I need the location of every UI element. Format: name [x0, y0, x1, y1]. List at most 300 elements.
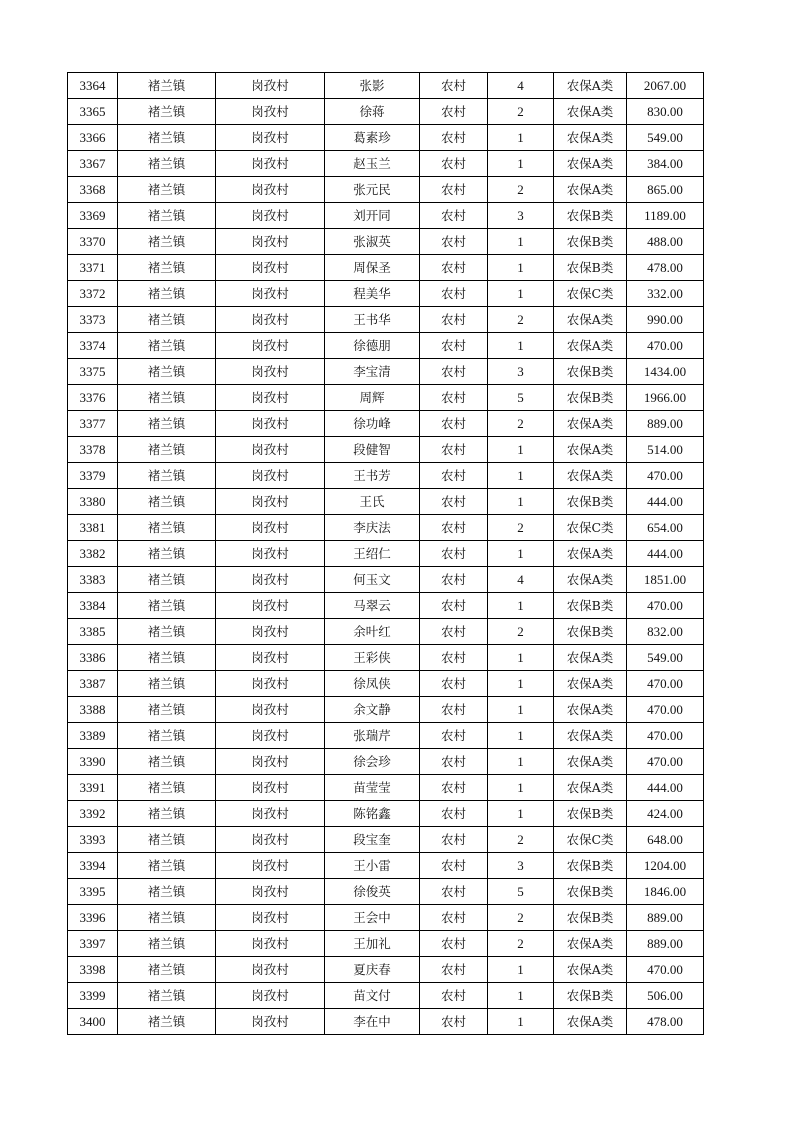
- town-cell: 褚兰镇: [118, 801, 216, 827]
- name-cell: 王小雷: [325, 853, 420, 879]
- amount-cell: 1204.00: [627, 853, 704, 879]
- insurance-category-cell: 农保A类: [554, 931, 627, 957]
- name-cell: 王会中: [325, 905, 420, 931]
- town-cell: 褚兰镇: [118, 515, 216, 541]
- amount-cell: 506.00: [627, 983, 704, 1009]
- table-row: [68, 879, 704, 905]
- serial-number-cell: 3368: [68, 177, 118, 203]
- household-type-cell: 农村: [420, 749, 488, 775]
- table-row: [68, 385, 704, 411]
- insurance-category-cell: 农保A类: [554, 1009, 627, 1035]
- amount-cell: 990.00: [627, 307, 704, 333]
- name-cell: 王氏: [325, 489, 420, 515]
- town-cell: 褚兰镇: [118, 73, 216, 99]
- family-size-cell: 1: [488, 723, 554, 749]
- roster-table: [67, 72, 704, 1035]
- village-cell: 岗孜村: [216, 151, 325, 177]
- insurance-category-cell: 农保C类: [554, 281, 627, 307]
- table-row: [68, 411, 704, 437]
- name-cell: 葛素珍: [325, 125, 420, 151]
- name-cell: 苗文付: [325, 983, 420, 1009]
- family-size-cell: 5: [488, 879, 554, 905]
- town-cell: 褚兰镇: [118, 1009, 216, 1035]
- table-row: [68, 541, 704, 567]
- name-cell: 徐俊英: [325, 879, 420, 905]
- insurance-category-cell: 农保A类: [554, 463, 627, 489]
- village-cell: 岗孜村: [216, 671, 325, 697]
- serial-number-cell: 3397: [68, 931, 118, 957]
- name-cell: 李宝清: [325, 359, 420, 385]
- family-size-cell: 1: [488, 463, 554, 489]
- town-cell: 褚兰镇: [118, 411, 216, 437]
- table-row: [68, 801, 704, 827]
- town-cell: 褚兰镇: [118, 489, 216, 515]
- family-size-cell: 2: [488, 931, 554, 957]
- insurance-category-cell: 农保A类: [554, 671, 627, 697]
- family-size-cell: 2: [488, 411, 554, 437]
- insurance-category-cell: 农保C类: [554, 827, 627, 853]
- household-type-cell: 农村: [420, 957, 488, 983]
- serial-number-cell: 3394: [68, 853, 118, 879]
- serial-number-cell: 3388: [68, 697, 118, 723]
- table-row: [68, 619, 704, 645]
- village-cell: 岗孜村: [216, 229, 325, 255]
- family-size-cell: 1: [488, 333, 554, 359]
- insurance-category-cell: 农保A类: [554, 411, 627, 437]
- serial-number-cell: 3377: [68, 411, 118, 437]
- name-cell: 徐蒋: [325, 99, 420, 125]
- amount-cell: 424.00: [627, 801, 704, 827]
- village-cell: 岗孜村: [216, 801, 325, 827]
- household-type-cell: 农村: [420, 645, 488, 671]
- table-row: [68, 1009, 704, 1035]
- table-row: [68, 359, 704, 385]
- name-cell: 王书芳: [325, 463, 420, 489]
- family-size-cell: 1: [488, 801, 554, 827]
- name-cell: 程美华: [325, 281, 420, 307]
- insurance-category-cell: 农保B类: [554, 879, 627, 905]
- amount-cell: 478.00: [627, 1009, 704, 1035]
- name-cell: 张影: [325, 73, 420, 99]
- village-cell: 岗孜村: [216, 203, 325, 229]
- household-type-cell: 农村: [420, 385, 488, 411]
- village-cell: 岗孜村: [216, 879, 325, 905]
- village-cell: 岗孜村: [216, 723, 325, 749]
- village-cell: 岗孜村: [216, 1009, 325, 1035]
- serial-number-cell: 3392: [68, 801, 118, 827]
- town-cell: 褚兰镇: [118, 723, 216, 749]
- amount-cell: 514.00: [627, 437, 704, 463]
- village-cell: 岗孜村: [216, 255, 325, 281]
- table-row: [68, 853, 704, 879]
- village-cell: 岗孜村: [216, 697, 325, 723]
- name-cell: 陈铭鑫: [325, 801, 420, 827]
- serial-number-cell: 3386: [68, 645, 118, 671]
- table-row: [68, 125, 704, 151]
- amount-cell: 648.00: [627, 827, 704, 853]
- town-cell: 褚兰镇: [118, 931, 216, 957]
- amount-cell: 1851.00: [627, 567, 704, 593]
- insurance-category-cell: 农保B类: [554, 203, 627, 229]
- name-cell: 张瑞芹: [325, 723, 420, 749]
- serial-number-cell: 3390: [68, 749, 118, 775]
- table-row: [68, 567, 704, 593]
- serial-number-cell: 3376: [68, 385, 118, 411]
- insurance-category-cell: 农保C类: [554, 515, 627, 541]
- insurance-category-cell: 农保A类: [554, 73, 627, 99]
- table-row: [68, 515, 704, 541]
- table-row: [68, 229, 704, 255]
- family-size-cell: 1: [488, 229, 554, 255]
- table-row: [68, 73, 704, 99]
- insurance-category-cell: 农保B类: [554, 905, 627, 931]
- name-cell: 段宝奎: [325, 827, 420, 853]
- household-type-cell: 农村: [420, 905, 488, 931]
- name-cell: 徐德朋: [325, 333, 420, 359]
- table-row: [68, 281, 704, 307]
- document-page: [67, 72, 703, 1035]
- family-size-cell: 1: [488, 593, 554, 619]
- name-cell: 马翠云: [325, 593, 420, 619]
- insurance-category-cell: 农保B类: [554, 593, 627, 619]
- insurance-category-cell: 农保B类: [554, 619, 627, 645]
- table-row: [68, 645, 704, 671]
- amount-cell: 470.00: [627, 723, 704, 749]
- serial-number-cell: 3384: [68, 593, 118, 619]
- insurance-category-cell: 农保B类: [554, 983, 627, 1009]
- family-size-cell: 2: [488, 99, 554, 125]
- village-cell: 岗孜村: [216, 463, 325, 489]
- village-cell: 岗孜村: [216, 333, 325, 359]
- town-cell: 褚兰镇: [118, 749, 216, 775]
- name-cell: 余叶红: [325, 619, 420, 645]
- insurance-category-cell: 农保B类: [554, 255, 627, 281]
- amount-cell: 654.00: [627, 515, 704, 541]
- family-size-cell: 5: [488, 385, 554, 411]
- family-size-cell: 1: [488, 671, 554, 697]
- village-cell: 岗孜村: [216, 957, 325, 983]
- table-row: [68, 463, 704, 489]
- name-cell: 徐功峰: [325, 411, 420, 437]
- family-size-cell: 2: [488, 177, 554, 203]
- serial-number-cell: 3380: [68, 489, 118, 515]
- table-row: [68, 593, 704, 619]
- table-row: [68, 775, 704, 801]
- town-cell: 褚兰镇: [118, 359, 216, 385]
- serial-number-cell: 3370: [68, 229, 118, 255]
- town-cell: 褚兰镇: [118, 957, 216, 983]
- name-cell: 刘开同: [325, 203, 420, 229]
- amount-cell: 384.00: [627, 151, 704, 177]
- household-type-cell: 农村: [420, 99, 488, 125]
- village-cell: 岗孜村: [216, 775, 325, 801]
- serial-number-cell: 3389: [68, 723, 118, 749]
- family-size-cell: 1: [488, 125, 554, 151]
- household-type-cell: 农村: [420, 437, 488, 463]
- village-cell: 岗孜村: [216, 983, 325, 1009]
- insurance-category-cell: 农保B类: [554, 229, 627, 255]
- family-size-cell: 1: [488, 957, 554, 983]
- family-size-cell: 2: [488, 905, 554, 931]
- town-cell: 褚兰镇: [118, 255, 216, 281]
- village-cell: 岗孜村: [216, 125, 325, 151]
- village-cell: 岗孜村: [216, 73, 325, 99]
- town-cell: 褚兰镇: [118, 437, 216, 463]
- name-cell: 李在中: [325, 1009, 420, 1035]
- family-size-cell: 2: [488, 515, 554, 541]
- insurance-category-cell: 农保A类: [554, 697, 627, 723]
- serial-number-cell: 3365: [68, 99, 118, 125]
- household-type-cell: 农村: [420, 567, 488, 593]
- amount-cell: 470.00: [627, 463, 704, 489]
- table-row: [68, 437, 704, 463]
- table-row: [68, 151, 704, 177]
- village-cell: 岗孜村: [216, 515, 325, 541]
- insurance-category-cell: 农保B类: [554, 385, 627, 411]
- household-type-cell: 农村: [420, 73, 488, 99]
- town-cell: 褚兰镇: [118, 827, 216, 853]
- household-type-cell: 农村: [420, 931, 488, 957]
- insurance-category-cell: 农保A类: [554, 307, 627, 333]
- insurance-category-cell: 农保A类: [554, 99, 627, 125]
- serial-number-cell: 3374: [68, 333, 118, 359]
- town-cell: 褚兰镇: [118, 853, 216, 879]
- serial-number-cell: 3373: [68, 307, 118, 333]
- serial-number-cell: 3369: [68, 203, 118, 229]
- name-cell: 李庆法: [325, 515, 420, 541]
- household-type-cell: 农村: [420, 671, 488, 697]
- amount-cell: 444.00: [627, 541, 704, 567]
- name-cell: 余文静: [325, 697, 420, 723]
- amount-cell: 2067.00: [627, 73, 704, 99]
- town-cell: 褚兰镇: [118, 385, 216, 411]
- insurance-category-cell: 农保A类: [554, 567, 627, 593]
- insurance-category-cell: 农保A类: [554, 437, 627, 463]
- family-size-cell: 1: [488, 645, 554, 671]
- village-cell: 岗孜村: [216, 541, 325, 567]
- amount-cell: 444.00: [627, 775, 704, 801]
- household-type-cell: 农村: [420, 151, 488, 177]
- serial-number-cell: 3385: [68, 619, 118, 645]
- name-cell: 周辉: [325, 385, 420, 411]
- family-size-cell: 4: [488, 567, 554, 593]
- family-size-cell: 4: [488, 73, 554, 99]
- amount-cell: 470.00: [627, 671, 704, 697]
- village-cell: 岗孜村: [216, 853, 325, 879]
- family-size-cell: 1: [488, 489, 554, 515]
- household-type-cell: 农村: [420, 281, 488, 307]
- village-cell: 岗孜村: [216, 593, 325, 619]
- serial-number-cell: 3399: [68, 983, 118, 1009]
- serial-number-cell: 3366: [68, 125, 118, 151]
- village-cell: 岗孜村: [216, 489, 325, 515]
- insurance-category-cell: 农保A类: [554, 723, 627, 749]
- town-cell: 褚兰镇: [118, 697, 216, 723]
- household-type-cell: 农村: [420, 853, 488, 879]
- serial-number-cell: 3382: [68, 541, 118, 567]
- name-cell: 张淑英: [325, 229, 420, 255]
- name-cell: 何玉文: [325, 567, 420, 593]
- table-row: [68, 749, 704, 775]
- household-type-cell: 农村: [420, 333, 488, 359]
- amount-cell: 832.00: [627, 619, 704, 645]
- town-cell: 褚兰镇: [118, 593, 216, 619]
- household-type-cell: 农村: [420, 229, 488, 255]
- family-size-cell: 1: [488, 151, 554, 177]
- serial-number-cell: 3400: [68, 1009, 118, 1035]
- village-cell: 岗孜村: [216, 437, 325, 463]
- amount-cell: 549.00: [627, 125, 704, 151]
- insurance-category-cell: 农保A类: [554, 775, 627, 801]
- family-size-cell: 1: [488, 1009, 554, 1035]
- village-cell: 岗孜村: [216, 567, 325, 593]
- family-size-cell: 3: [488, 359, 554, 385]
- household-type-cell: 农村: [420, 619, 488, 645]
- name-cell: 周保圣: [325, 255, 420, 281]
- family-size-cell: 3: [488, 853, 554, 879]
- serial-number-cell: 3391: [68, 775, 118, 801]
- village-cell: 岗孜村: [216, 931, 325, 957]
- amount-cell: 470.00: [627, 697, 704, 723]
- village-cell: 岗孜村: [216, 411, 325, 437]
- family-size-cell: 1: [488, 437, 554, 463]
- village-cell: 岗孜村: [216, 307, 325, 333]
- family-size-cell: 1: [488, 749, 554, 775]
- family-size-cell: 1: [488, 775, 554, 801]
- village-cell: 岗孜村: [216, 359, 325, 385]
- table-row: [68, 827, 704, 853]
- household-type-cell: 农村: [420, 463, 488, 489]
- insurance-category-cell: 农保A类: [554, 541, 627, 567]
- amount-cell: 444.00: [627, 489, 704, 515]
- household-type-cell: 农村: [420, 255, 488, 281]
- serial-number-cell: 3398: [68, 957, 118, 983]
- table-row: [68, 203, 704, 229]
- village-cell: 岗孜村: [216, 99, 325, 125]
- family-size-cell: 2: [488, 307, 554, 333]
- town-cell: 褚兰镇: [118, 151, 216, 177]
- household-type-cell: 农村: [420, 177, 488, 203]
- household-type-cell: 农村: [420, 307, 488, 333]
- table-row: [68, 957, 704, 983]
- table-row: [68, 177, 704, 203]
- amount-cell: 549.00: [627, 645, 704, 671]
- household-type-cell: 农村: [420, 1009, 488, 1035]
- town-cell: 褚兰镇: [118, 567, 216, 593]
- name-cell: 苗莹莹: [325, 775, 420, 801]
- town-cell: 褚兰镇: [118, 879, 216, 905]
- family-size-cell: 2: [488, 827, 554, 853]
- amount-cell: 470.00: [627, 749, 704, 775]
- amount-cell: 470.00: [627, 593, 704, 619]
- insurance-category-cell: 农保A类: [554, 125, 627, 151]
- town-cell: 褚兰镇: [118, 125, 216, 151]
- name-cell: 张元民: [325, 177, 420, 203]
- amount-cell: 830.00: [627, 99, 704, 125]
- amount-cell: 478.00: [627, 255, 704, 281]
- serial-number-cell: 3379: [68, 463, 118, 489]
- table-row: [68, 905, 704, 931]
- name-cell: 王绍仁: [325, 541, 420, 567]
- household-type-cell: 农村: [420, 775, 488, 801]
- town-cell: 褚兰镇: [118, 177, 216, 203]
- village-cell: 岗孜村: [216, 749, 325, 775]
- family-size-cell: 1: [488, 697, 554, 723]
- household-type-cell: 农村: [420, 541, 488, 567]
- household-type-cell: 农村: [420, 983, 488, 1009]
- insurance-category-cell: 农保A类: [554, 749, 627, 775]
- town-cell: 褚兰镇: [118, 307, 216, 333]
- insurance-category-cell: 农保B类: [554, 489, 627, 515]
- amount-cell: 470.00: [627, 333, 704, 359]
- household-type-cell: 农村: [420, 359, 488, 385]
- name-cell: 王彩侠: [325, 645, 420, 671]
- roster-table-body: [68, 73, 704, 1035]
- household-type-cell: 农村: [420, 203, 488, 229]
- name-cell: 王书华: [325, 307, 420, 333]
- village-cell: 岗孜村: [216, 619, 325, 645]
- household-type-cell: 农村: [420, 697, 488, 723]
- village-cell: 岗孜村: [216, 177, 325, 203]
- household-type-cell: 农村: [420, 879, 488, 905]
- name-cell: 赵玉兰: [325, 151, 420, 177]
- table-row: [68, 931, 704, 957]
- name-cell: 段健智: [325, 437, 420, 463]
- table-row: [68, 99, 704, 125]
- household-type-cell: 农村: [420, 723, 488, 749]
- serial-number-cell: 3396: [68, 905, 118, 931]
- insurance-category-cell: 农保A类: [554, 333, 627, 359]
- household-type-cell: 农村: [420, 515, 488, 541]
- serial-number-cell: 3378: [68, 437, 118, 463]
- serial-number-cell: 3393: [68, 827, 118, 853]
- amount-cell: 889.00: [627, 905, 704, 931]
- name-cell: 王加礼: [325, 931, 420, 957]
- amount-cell: 470.00: [627, 957, 704, 983]
- family-size-cell: 1: [488, 541, 554, 567]
- amount-cell: 889.00: [627, 931, 704, 957]
- serial-number-cell: 3375: [68, 359, 118, 385]
- town-cell: 褚兰镇: [118, 541, 216, 567]
- town-cell: 褚兰镇: [118, 203, 216, 229]
- amount-cell: 332.00: [627, 281, 704, 307]
- serial-number-cell: 3395: [68, 879, 118, 905]
- village-cell: 岗孜村: [216, 645, 325, 671]
- amount-cell: 1434.00: [627, 359, 704, 385]
- table-row: [68, 333, 704, 359]
- household-type-cell: 农村: [420, 125, 488, 151]
- town-cell: 褚兰镇: [118, 229, 216, 255]
- insurance-category-cell: 农保A类: [554, 645, 627, 671]
- town-cell: 褚兰镇: [118, 775, 216, 801]
- serial-number-cell: 3367: [68, 151, 118, 177]
- town-cell: 褚兰镇: [118, 333, 216, 359]
- village-cell: 岗孜村: [216, 281, 325, 307]
- town-cell: 褚兰镇: [118, 281, 216, 307]
- table-row: [68, 723, 704, 749]
- amount-cell: 865.00: [627, 177, 704, 203]
- household-type-cell: 农村: [420, 593, 488, 619]
- household-type-cell: 农村: [420, 411, 488, 437]
- household-type-cell: 农村: [420, 489, 488, 515]
- table-row: [68, 489, 704, 515]
- amount-cell: 1846.00: [627, 879, 704, 905]
- family-size-cell: 1: [488, 255, 554, 281]
- village-cell: 岗孜村: [216, 905, 325, 931]
- household-type-cell: 农村: [420, 827, 488, 853]
- insurance-category-cell: 农保B类: [554, 801, 627, 827]
- table-row: [68, 983, 704, 1009]
